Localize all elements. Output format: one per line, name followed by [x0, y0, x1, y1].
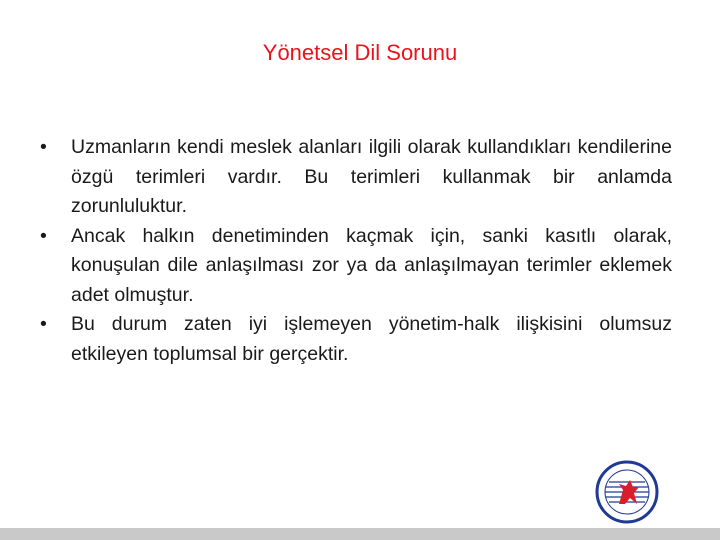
slide-title: Yönetsel Dil Sorunu	[262, 40, 458, 65]
bullet-text: Uzmanların kendi meslek alanları ilgili olarak kullandıkları kendilerine özgü terimleri vardır. Bu terimleri kullanmak bir anlamda zorunluluktur.	[71, 136, 672, 217]
bullet-item	[40, 222, 672, 311]
bullet-text: Bu durum zaten iyi işlemeyen yönetim-halk ilişkisini olumsuz etkileyen toplumsal bir gerçektir.	[71, 313, 672, 365]
university-seal-icon	[595, 460, 659, 524]
bullet-dot: •	[40, 136, 47, 158]
bullet-list	[40, 133, 672, 369]
bullet-dot: •	[40, 313, 47, 335]
bullet-dot: •	[40, 224, 47, 247]
footer-bar	[0, 528, 720, 540]
bullet-item	[40, 133, 672, 222]
bullet-text: Ancak halkın denetiminden kaçmak için, sanki kasıtlı olarak, konuşulan dile anlaşılması zor ya da anlaşılmayan terimler eklemek adet olmuştur.	[71, 224, 672, 306]
bullet-item	[40, 310, 672, 369]
